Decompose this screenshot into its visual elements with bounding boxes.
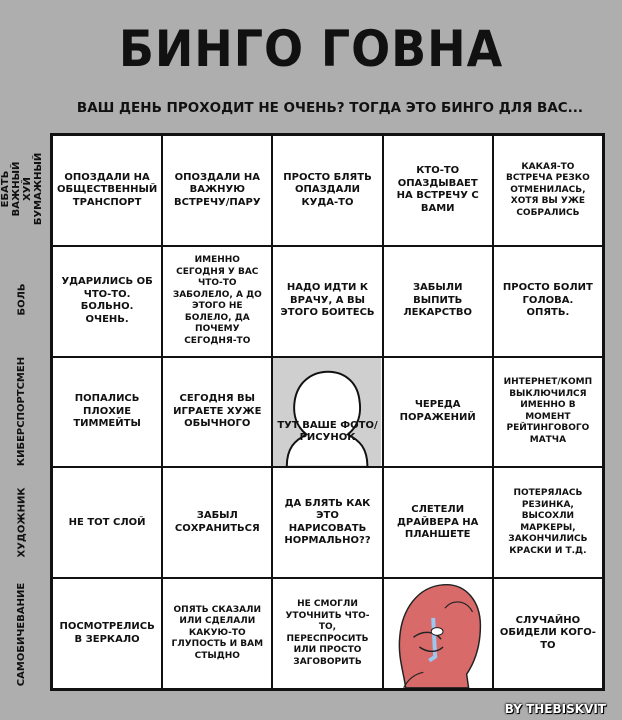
bingo-cell[interactable]: НЕ СМОГЛИ УТОЧНИТЬ ЧТО-ТО, ПЕРЕСПРОСИТЬ ИЛИ ПРОСТО ЗАГОВОРИТЬ <box>272 578 382 689</box>
bingo-cell[interactable]: НАДО ИДТИ К ВРАЧУ, А ВЫ ЭТОГО БОИТЕСЬ <box>272 246 382 357</box>
bingo-cell[interactable]: ЗАБЫЛИ ВЫПИТЬ ЛЕКАРСТВО <box>383 246 493 357</box>
bingo-cell[interactable]: СЕГОДНЯ ВЫ ИГРАЕТЕ ХУЖЕ ОБЫЧНОГО <box>162 357 272 468</box>
photo-placeholder-cell[interactable]: ТУТ ВАШЕ ФОТО/РИСУНОК <box>272 357 382 468</box>
bingo-cell[interactable]: ОПЯТЬ СКАЗАЛИ ИЛИ СДЕЛАЛИ КАКУЮ-ТО ГЛУПОСТЬ И ВАМ СТЫДНО <box>162 578 272 689</box>
author-credit: BY THEBISKVIT <box>504 702 606 716</box>
page-title: БИНГО ГОВНА <box>118 20 504 78</box>
bingo-cell[interactable]: КАКАЯ-ТО ВСТРЕЧА РЕЗКО ОТМЕНИЛАСЬ, ХОТЯ ВЫ УЖЕ СОБРАЛИСЬ <box>493 135 603 246</box>
crying-face-image-cell[interactable] <box>383 578 493 689</box>
bingo-cell[interactable]: СЛЕТЕЛИ ДРАЙВЕРА НА ПЛАНШЕТЕ <box>383 467 493 578</box>
bingo-cell[interactable]: ДА БЛЯТЬ КАК ЭТО НАРИСОВАТЬ НОРМАЛЬНО?? <box>272 467 382 578</box>
bingo-cell[interactable]: ПОПАЛИСЬ ПЛОХИЕ ТИММЕЙТЫ <box>52 357 162 468</box>
bingo-cell[interactable]: ЗАБЫЛ СОХРАНИТЬСЯ <box>162 467 272 578</box>
bingo-cell[interactable]: УДАРИЛИСЬ ОБ ЧТО-ТО. БОЛЬНО. ОЧЕНЬ. <box>52 246 162 357</box>
bingo-cell[interactable]: ПРОСТО БОЛИТ ГОЛОВА. ОПЯТЬ. <box>493 246 603 357</box>
category-label: КИБЕРСПОРТСМЕН <box>16 356 28 466</box>
bingo-cell[interactable]: ПОСМОТРЕЛИСЬ В ЗЕРКАЛО <box>52 578 162 689</box>
bingo-cell[interactable]: ИНТЕРНЕТ/КОМП ВЫКЛЮЧИЛСЯ ИМЕННО В МОМЕНТ РЕЙТИНГОВОГО МАТЧА <box>493 357 603 468</box>
bingo-cell[interactable]: ПРОСТО БЛЯТЬ ОПАЗДАЛИ КУДА-ТО <box>272 135 382 246</box>
bingo-cell[interactable]: СЛУЧАЙНО ОБИДЕЛИ КОГО-ТО <box>493 578 603 689</box>
page-subtitle: ВАШ ДЕНЬ ПРОХОДИТ НЕ ОЧЕНЬ? ТОГДА ЭТО БИНГО ДЛЯ ВАС... <box>76 100 584 116</box>
bingo-cell[interactable]: НЕ ТОТ СЛОЙ <box>52 467 162 578</box>
bingo-cell[interactable]: КТО-ТО ОПАЗДЫВАЕТ НА ВСТРЕЧУ С ВАМИ <box>383 135 493 246</box>
bingo-grid <box>50 133 605 691</box>
category-label: БОЛЬ <box>16 283 28 316</box>
category-label: САМОБИЧЕВАНИЕ <box>16 582 28 686</box>
crying-face-icon <box>384 579 492 688</box>
bingo-cell[interactable]: ИМЕННО СЕГОДНЯ У ВАС ЧТО-ТО ЗАБОЛЕЛО, А ДО ЭТОГО НЕ БОЛЕЛО, ДА ПОЧЕМУ СЕГОДНЯ-ТО <box>162 246 272 357</box>
bingo-cell[interactable]: ОПОЗДАЛИ НА ОБЩЕСТВЕННЫЙ ТРАНСПОРТ <box>52 135 162 246</box>
bingo-cell[interactable]: ПОТЕРЯЛАСЬ РЕЗИНКА, ВЫСОХЛИ МАРКЕРЫ, ЗАКОНЧИЛИСЬ КРАСКИ И Т.Д. <box>493 467 603 578</box>
category-label: ЕБАТЬ ВАЖНЫЙ ХУЙ БУМАЖНЫЙ <box>0 152 45 225</box>
silhouette-icon <box>273 358 381 467</box>
bingo-cell[interactable]: ЧЕРЕДА ПОРАЖЕНИЙ <box>383 357 493 468</box>
bingo-cell[interactable]: ОПОЗДАЛИ НА ВАЖНУЮ ВСТРЕЧУ/ПАРУ <box>162 135 272 246</box>
category-label: ХУДОЖНИК <box>16 487 28 558</box>
